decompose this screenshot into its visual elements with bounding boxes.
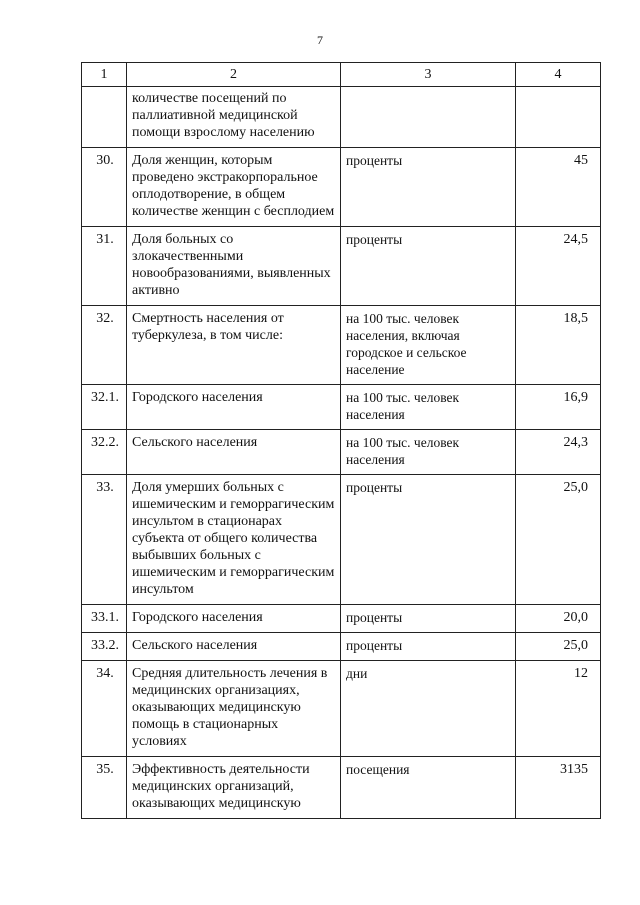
unit-of-measure: дни (341, 661, 516, 757)
table-row (82, 306, 601, 385)
target-value: 45 (516, 148, 601, 227)
unit-of-measure: проценты (341, 605, 516, 633)
indicator-name: Доля женщин, которым проведено экстракорпоральное оплодотворение, в общем количестве женщин с бесплодием (127, 148, 341, 227)
header-col-3: 3 (341, 63, 516, 87)
row-number: 35. (82, 757, 127, 819)
row-number: 31. (82, 227, 127, 306)
table-row (82, 385, 601, 430)
target-value: 24,5 (516, 227, 601, 306)
table-row (82, 87, 601, 148)
row-number: 33.2. (82, 633, 127, 661)
row-number: 33.1. (82, 605, 127, 633)
target-value: 3135 (516, 757, 601, 819)
indicator-name: Эффективность деятельности медицинских организаций, оказывающих медицинскую (127, 757, 341, 819)
header-col-1: 1 (82, 63, 127, 87)
target-value: 25,0 (516, 633, 601, 661)
row-number: 32. (82, 306, 127, 385)
table-row (82, 475, 601, 605)
row-number: 33. (82, 475, 127, 605)
header-col-4: 4 (516, 63, 601, 87)
unit-of-measure: посещения (341, 757, 516, 819)
unit-of-measure: проценты (341, 148, 516, 227)
table-row (82, 605, 601, 633)
header-col-2: 2 (127, 63, 341, 87)
row-number: 32.2. (82, 430, 127, 475)
table-row (82, 661, 601, 757)
indicator-name: количестве посещений по паллиативной медицинской помощи взрослому населению (127, 87, 341, 148)
target-value: 20,0 (516, 605, 601, 633)
unit-of-measure: проценты (341, 475, 516, 605)
indicator-name: Доля умерших больных с ишемическим и геморрагическим инсультом в стационарах субъекта от общего количества выбывших больных с ишемическим и геморрагическим инсультом (127, 475, 341, 605)
indicator-name: Сельского населения (127, 633, 341, 661)
target-value: 18,5 (516, 306, 601, 385)
row-number: 30. (82, 148, 127, 227)
indicator-name: Смертность населения от туберкулеза, в том числе: (127, 306, 341, 385)
unit-of-measure (341, 87, 516, 148)
target-value: 16,9 (516, 385, 601, 430)
indicator-name: Доля больных со злокачественными новообразованиями, выявленных активно (127, 227, 341, 306)
row-number (82, 87, 127, 148)
unit-of-measure: на 100 тыс. человек населения, включая городское и сельское население (341, 306, 516, 385)
target-value: 25,0 (516, 475, 601, 605)
target-value: 12 (516, 661, 601, 757)
indicators-table (81, 62, 601, 819)
target-value (516, 87, 601, 148)
unit-of-measure: проценты (341, 633, 516, 661)
indicator-name: Городского населения (127, 605, 341, 633)
page-number: 7 (317, 33, 323, 47)
table-row (82, 227, 601, 306)
unit-of-measure: на 100 тыс. человек населения (341, 385, 516, 430)
indicator-name: Городского населения (127, 385, 341, 430)
table-header-row (82, 63, 601, 87)
table-row (82, 633, 601, 661)
row-number: 34. (82, 661, 127, 757)
table-row (82, 430, 601, 475)
indicator-name: Средняя длительность лечения в медицинских организациях, оказывающих медицинскую помощь в стационарных условиях (127, 661, 341, 757)
table-row (82, 757, 601, 819)
row-number: 32.1. (82, 385, 127, 430)
unit-of-measure: проценты (341, 227, 516, 306)
table-row (82, 148, 601, 227)
target-value: 24,3 (516, 430, 601, 475)
unit-of-measure: на 100 тыс. человек населения (341, 430, 516, 475)
indicator-name: Сельского населения (127, 430, 341, 475)
